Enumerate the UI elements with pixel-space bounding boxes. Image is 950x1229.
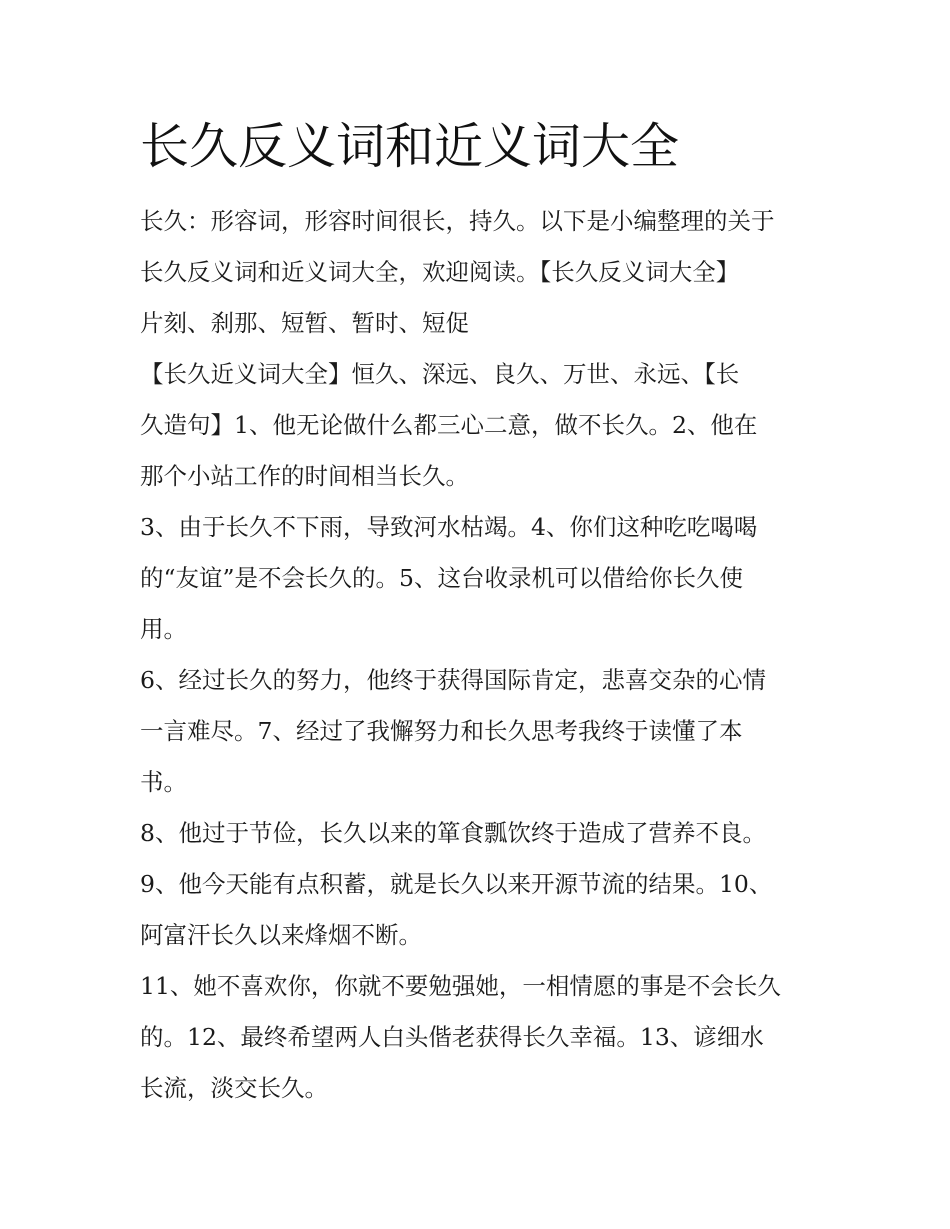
paragraph-synonyms bbox=[140, 349, 820, 502]
text-line: 用。 bbox=[140, 615, 187, 643]
text-line: 的。12、最终希望两人白头偕老获得长久幸福。13、谚细水 bbox=[140, 1023, 764, 1051]
document-body bbox=[140, 196, 820, 1114]
paragraph-examples-3-5 bbox=[140, 502, 820, 655]
text-line: 6、经过长久的努力，他终于获得国际肯定，悲喜交杂的心情 bbox=[140, 666, 766, 694]
paragraph-example-8 bbox=[140, 808, 820, 859]
paragraph-antonyms bbox=[140, 298, 820, 349]
text-line: 【长久近义词大全】恒久、深远、良久、万世、永远、【长 bbox=[140, 360, 740, 388]
paragraph-examples-9-10 bbox=[140, 859, 820, 961]
text-line: 长流，淡交长久。 bbox=[140, 1074, 328, 1102]
paragraph-examples-6-7 bbox=[140, 655, 820, 808]
text-line: 阿富汗长久以来烽烟不断。 bbox=[140, 921, 422, 949]
text-line: 长久：形容词，形容时间很长，持久。以下是小编整理的关于 bbox=[140, 207, 775, 235]
text-line: 片刻、刹那、短暂、暂时、短促 bbox=[140, 309, 469, 337]
text-line: 一言难尽。7、经过了我懈努力和长久思考我终于读懂了本 bbox=[140, 717, 743, 745]
paragraph-examples-11-13 bbox=[140, 961, 820, 1114]
text-line: 那个小站工作的时间相当长久。 bbox=[140, 462, 469, 490]
text-line: 8、他过于节俭，长久以来的箪食瓢饮终于造成了营养不良。 bbox=[140, 819, 766, 847]
text-line: 长久反义词和近义词大全，欢迎阅读。【长久反义词大全】 bbox=[140, 258, 740, 286]
paragraph-intro bbox=[140, 196, 820, 298]
text-line: 书。 bbox=[140, 768, 187, 796]
text-line: 3、由于长久不下雨，导致河水枯竭。4、你们这种吃吃喝喝 bbox=[140, 513, 758, 541]
text-line: 久造句】1、他无论做什么都三心二意，做不长久。2、他在 bbox=[140, 411, 758, 439]
text-line: 的“友谊”是不会长久的。5、这台收录机可以借给你长久使 bbox=[140, 564, 743, 592]
text-line: 11、她不喜欢你，你就不要勉强她，一相情愿的事是不会长久 bbox=[140, 972, 781, 1000]
document-title: 长久反义词和近义词大全 bbox=[140, 118, 680, 175]
text-line: 9、他今天能有点积蓄，就是长久以来开源节流的结果。10、 bbox=[140, 870, 773, 898]
